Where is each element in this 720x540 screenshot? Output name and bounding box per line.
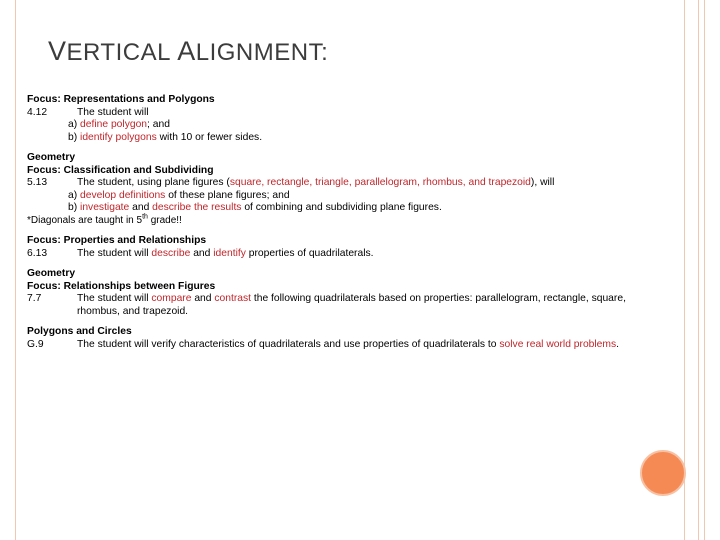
section-g-9: Polygons and Circles G.9 The student will verify characteristics of quadrilaterals and use properties of quadrilaterals to solve real world problems.: [27, 326, 682, 351]
list-item: b) investigate and describe the results of combining and subdividing plane figures.: [68, 202, 442, 213]
note: *Diagonals are taught in 5th grade!!: [27, 213, 182, 226]
list-item: a) define polygon; and: [68, 119, 170, 130]
section-heading: Geometry: [27, 152, 76, 163]
decorative-line: [704, 0, 705, 540]
standard-number: 5.13: [27, 177, 48, 188]
focus-heading: Focus: Relationships between Figures: [27, 280, 216, 292]
standard-number: 6.13: [27, 247, 48, 259]
section-4-12: Focus: Representations and Polygons 4.12 The student will a) define polygon; and b) identify polygons with 10 or fewer sides.: [27, 94, 682, 144]
section-heading: Polygons and Circles: [27, 326, 132, 337]
standard-number: G.9: [27, 338, 44, 350]
continuation-line: rhombus, and trapezoid.: [77, 305, 189, 317]
standards-content: [27, 94, 682, 359]
focus-heading: Focus: Classification and Subdividing: [27, 164, 214, 176]
focus-heading: Focus: Properties and Relationships: [27, 235, 207, 246]
section-6-13: Focus: Properties and Relationships 6.13 The student will describe and identify properties of quadrilaterals.: [27, 235, 682, 260]
section-7-7: Geometry Focus: Relationships between Figures 7.7 The student will compare and contrast the following quadrilaterals based on properties: parallelogram, rectangle, square, rhombus, and trapezoid.: [27, 268, 682, 318]
standard-number: 7.7: [27, 293, 42, 304]
section-heading: Geometry: [27, 268, 76, 279]
section-5-13: Geometry Focus: Classification and Subdividing 5.13 The student, using plane figures (square, rectangle, triangle, parallelogram, rhombus, and trapezoid), will a) develop definitions of these plane figures; and b) investigate and describe the results of combining and subdividing plane figures. *Diagonals are taught in 5th grade!!: [27, 152, 682, 227]
decorative-circle: [640, 450, 686, 496]
list-item: a) develop definitions of these plane figures; and: [68, 189, 290, 201]
slide-title: VERTICAL ALIGNMENT:: [48, 36, 329, 66]
list-item: b) identify polygons with 10 or fewer sides.: [68, 131, 263, 143]
standard-number: 4.12: [27, 106, 48, 118]
decorative-line: [698, 0, 699, 540]
focus-heading: Focus: Representations and Polygons: [27, 94, 215, 105]
